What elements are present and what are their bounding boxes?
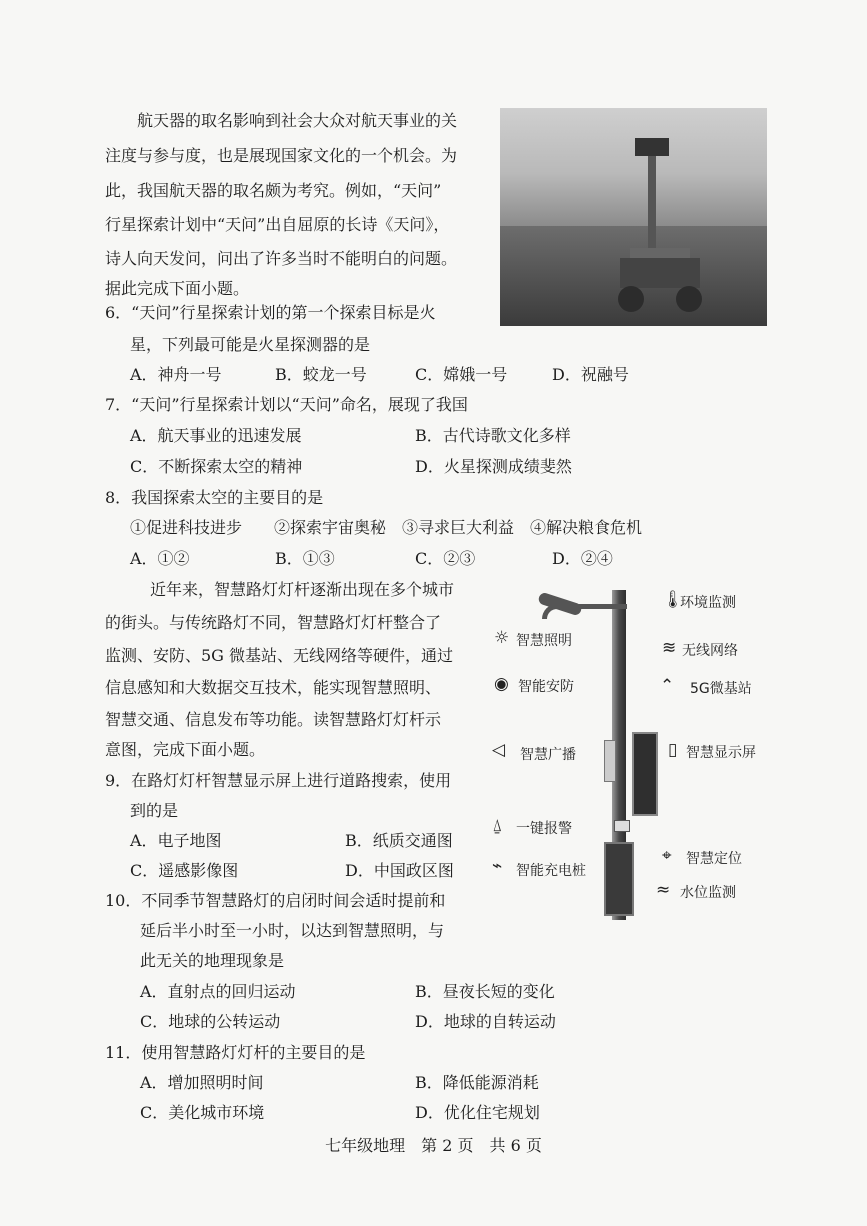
label-water: 水位监测 (680, 885, 736, 901)
passage-line: 意图，完成下面小题。 (105, 740, 266, 759)
option-c: C．②③ (415, 549, 476, 568)
light-icon: ☼ (494, 628, 510, 648)
label-locate: 智慧定位 (686, 851, 742, 867)
label-light: 智慧照明 (516, 633, 572, 649)
antenna-icon: ⌃ (660, 676, 675, 696)
passage-line: 监测、安防、5G 微基站、无线网络等硬件，通过 (105, 646, 454, 665)
mars-rover-photo (500, 108, 767, 326)
thermometer-icon: 🌡 (662, 590, 684, 610)
passage-line: 航天器的取名影响到社会大众对航天事业的关 (137, 111, 458, 130)
speaker-icon: ◁ (492, 740, 506, 760)
option-a: A．航天事业的迅速发展 (130, 426, 302, 445)
option-c: C．地球的公转运动 (140, 1012, 281, 1031)
option-b: B．纸质交通图 (345, 831, 453, 850)
question-items: ①促进科技进步 ②探索宇宙奥秘 ③寻求巨大利益 ④解决粮食危机 (130, 518, 643, 537)
question-stem: 延后半小时至一小时，以达到智慧照明，与 (140, 921, 445, 940)
passage-line: 行星探索计划中“天问”出自屈原的长诗《天问》， (105, 215, 450, 234)
label-broadcast: 智慧广播 (520, 747, 576, 763)
option-a: A．增加照明时间 (140, 1073, 264, 1092)
display-screen (632, 732, 658, 816)
option-b: B．降低能源消耗 (415, 1073, 539, 1092)
question-stem: 星，下列最可能是火星探测器的是 (130, 335, 371, 354)
option-c: C．遥感影像图 (130, 861, 239, 880)
passage-line: 此，我国航天器的取名颇为考究。例如，“天问” (105, 181, 442, 200)
question-stem: 9．在路灯灯杆智慧显示屏上进行道路搜索，使用 (105, 771, 452, 790)
option-a: A．直射点的回归运动 (140, 982, 296, 1001)
camera-icon: ◉ (494, 674, 509, 694)
option-b: B．古代诗歌文化多样 (415, 426, 571, 445)
option-d: D．②④ (552, 549, 613, 568)
label-5g: 5G微基站 (690, 681, 752, 697)
passage-line: 近年来，智慧路灯灯杆逐渐出现在多个城市 (150, 580, 455, 599)
option-b: B．①③ (275, 549, 335, 568)
charging-pile (604, 842, 634, 916)
label-env: 环境监测 (680, 595, 736, 611)
rover-body (620, 258, 700, 288)
option-a: A．①② (130, 549, 190, 568)
question-stem: 10．不同季节智慧路灯的启闭时间会适时提前和 (105, 891, 446, 910)
option-b: B．昼夜长短的变化 (415, 982, 555, 1001)
rover-camera-head (635, 138, 669, 156)
rover-wheel (618, 286, 644, 312)
speaker-unit (604, 740, 616, 782)
question-stem: 此无关的地理现象是 (140, 951, 285, 970)
rover-mast (648, 148, 656, 263)
question-stem: 7．“天问”行星探索计划以“天问”命名，展现了我国 (105, 395, 468, 414)
passage-line: 的街头。与传统路灯不同，智慧路灯灯杆整合了 (105, 613, 442, 632)
option-d: D．地球的自转运动 (415, 1012, 556, 1031)
screen-icon: ▯ (668, 740, 678, 760)
question-stem: 到的是 (130, 801, 179, 820)
question-stem: 8．我国探索太空的主要目的是 (105, 488, 324, 507)
alarm-button (614, 820, 630, 832)
option-a: A．神舟一号 (130, 365, 222, 384)
label-wifi: 无线网络 (682, 643, 738, 659)
option-c: C．不断探索太空的精神 (130, 457, 303, 476)
label-alarm: 一键报警 (516, 821, 572, 837)
option-d: D．祝融号 (552, 365, 629, 384)
passage-line: 智慧交通、信息发布等功能。读智慧路灯灯杆示 (105, 710, 442, 729)
option-c: C．美化城市环境 (140, 1103, 265, 1122)
water-wave-icon: ≈ (656, 880, 671, 900)
passage-line: 信息感知和大数据交互技术，能实现智慧照明、 (105, 678, 442, 697)
option-d: D．优化住宅规划 (415, 1103, 540, 1122)
label-security: 智能安防 (518, 679, 574, 695)
label-charge: 智能充电桩 (516, 863, 586, 879)
option-d: D．火星探测成绩斐然 (415, 457, 572, 476)
passage-line: 诗人向天发问，问出了许多当时不能明白的问题。 (105, 249, 458, 268)
rover-wheel (676, 286, 702, 312)
label-display: 智慧显示屏 (686, 745, 756, 761)
wifi-icon: ≋ (662, 638, 677, 658)
option-d: D．中国政区图 (345, 861, 454, 880)
option-b: B．蛟龙一号 (275, 365, 367, 384)
passage-line: 据此完成下面小题。 (105, 279, 250, 298)
option-a: A．电子地图 (130, 831, 222, 850)
alarm-icon: ⍙ (492, 816, 503, 836)
charging-icon: ⌁ (492, 856, 503, 876)
passage-line: 注度与参与度，也是展现国家文化的一个机会。为 (105, 146, 458, 165)
page-footer: 七年级地理 第 2 页 共 6 页 (325, 1136, 542, 1155)
option-c: C．嫦娥一号 (415, 365, 508, 384)
smart-streetlight-diagram (486, 580, 786, 920)
question-stem: 6．“天问”行星探索计划的第一个探索目标是火 (105, 303, 436, 322)
location-pin-icon: ⌖ (662, 846, 672, 866)
question-stem: 11．使用智慧路灯灯杆的主要目的是 (105, 1043, 366, 1062)
